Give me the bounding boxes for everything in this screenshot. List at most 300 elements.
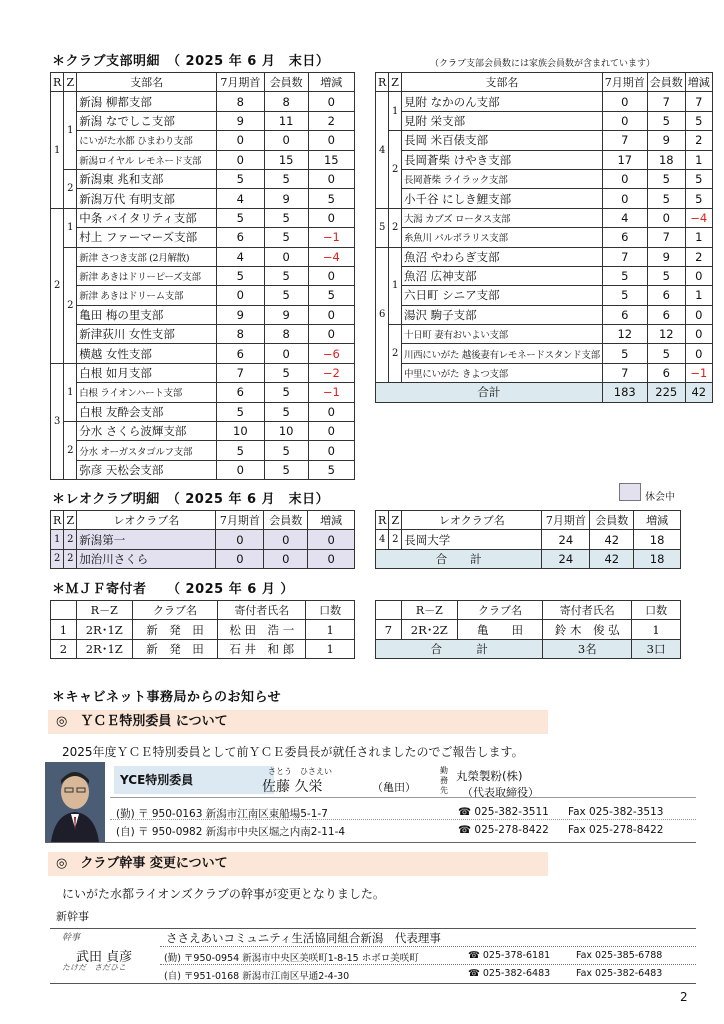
table-row: [51, 92, 355, 111]
change-cell: 0: [685, 325, 712, 344]
yce-work-addr: (勤) 〒 950-0163 新潟市江南区東船場5-1-7: [116, 808, 328, 820]
inactive-legend-swatch: [619, 483, 641, 501]
branch-name-cell: 小千谷 にしき鯉支部: [401, 189, 602, 208]
table-row: [376, 530, 681, 549]
mjf-total-units: 3口: [632, 639, 681, 658]
start-count-cell: 12: [602, 325, 647, 344]
col-start: 7月期首: [542, 511, 590, 530]
col-change: 増減: [685, 73, 712, 92]
branch-name-cell: 長岡 米百俵支部: [401, 131, 602, 150]
zone-cell: 1: [64, 92, 77, 170]
col-r: R: [376, 73, 389, 92]
member-count-cell: 5: [264, 402, 308, 421]
start-count-cell: 6: [216, 228, 264, 247]
branch-name-cell: 湯沢 駒子支部: [401, 305, 602, 324]
branch-name-cell: 魚沼 広神支部: [401, 266, 602, 285]
member-count-cell: 0: [264, 530, 308, 549]
col-z: Z: [389, 73, 402, 92]
col-z: Z: [389, 511, 402, 530]
member-count-cell: 5: [647, 189, 685, 208]
yce-work-tel: ☎ 025-382-3511: [458, 806, 549, 818]
col-units: 口数: [306, 601, 355, 620]
col-name: レオクラブ名: [77, 511, 216, 530]
table-row: [376, 208, 713, 227]
member-count-cell: 5: [264, 441, 308, 460]
col-units: 口数: [632, 601, 681, 620]
yce-home-fax: Fax 025-278-8422: [568, 824, 664, 836]
yce-text: 2025年度ＹＣＥ特別委員として前ＹＣＥ委員長が就任されましたのでご報告します。: [62, 745, 524, 759]
branch-name-cell: 見附 栄支部: [401, 111, 602, 130]
table-row: [376, 620, 681, 639]
secretary-work-fax: Fax 025-385-6788: [576, 950, 663, 961]
start-count-cell: 9: [216, 305, 264, 324]
col-start: 7月期首: [602, 73, 647, 92]
col-z: Z: [64, 73, 77, 92]
start-count-cell: 5: [216, 208, 264, 227]
branch-name-cell: 白根 如月支部: [77, 363, 217, 382]
member-count-cell: 5: [264, 286, 308, 305]
member-count-cell: 5: [647, 344, 685, 363]
change-cell: 18: [634, 530, 681, 549]
region-cell: 6: [376, 247, 389, 383]
member-count-cell: 9: [647, 247, 685, 266]
start-count-cell: 0: [602, 111, 647, 130]
branch-name-cell: 亀田 梅の里支部: [77, 305, 217, 324]
page-number: 2: [680, 990, 688, 1004]
member-count-cell: 5: [264, 363, 308, 382]
zone-cell: 2: [64, 247, 77, 363]
secretary-org: ささえあいコミュニティ生活協同組合新潟 代表理事: [166, 931, 441, 945]
change-cell: 1: [685, 228, 712, 247]
table-row: [51, 247, 355, 266]
start-count-cell: 6: [216, 383, 264, 402]
change-cell: 0: [308, 92, 354, 111]
start-count-cell: 0: [216, 530, 264, 549]
start-count-cell: 5: [602, 344, 647, 363]
donor-name-cell: 石 井 和 郎: [218, 639, 306, 658]
branch-name-cell: 六日町 シニア支部: [401, 286, 602, 305]
branch-name-cell: 魚沼 やわらぎ支部: [401, 247, 602, 266]
zone-cell: 2: [389, 131, 402, 209]
table-row: [376, 169, 713, 188]
table-row: [51, 305, 355, 324]
leo-total-start: 24: [542, 549, 590, 568]
branch-name-cell: 新津 さつき支部 (2月解散): [77, 247, 217, 266]
table-row: [376, 305, 713, 324]
col-name: 支部名: [77, 73, 217, 92]
yce-card-bottom: [45, 842, 696, 843]
table-row: [51, 266, 355, 285]
table-row: [51, 228, 355, 247]
table-row: [51, 363, 355, 382]
start-count-cell: 5: [602, 286, 647, 305]
start-count-cell: 5: [602, 266, 647, 285]
table-row: [376, 325, 713, 344]
change-cell: −1: [685, 363, 712, 382]
change-cell: 2: [308, 111, 354, 130]
table-row: [51, 150, 355, 169]
table-row: [51, 325, 355, 344]
table-row: [51, 189, 355, 208]
change-cell: 0: [308, 441, 354, 460]
start-count-cell: 7: [602, 363, 647, 382]
member-count-cell: 5: [647, 266, 685, 285]
club-section-note: （クラブ支部会員数には家族会員数が含まれています）: [430, 59, 656, 69]
table-row: [376, 228, 713, 247]
region-cell: 4: [376, 92, 389, 208]
change-cell: 0: [308, 131, 354, 150]
yce-divider-2: [110, 819, 696, 820]
leo-total-members: 42: [590, 549, 634, 568]
member-count-cell: 5: [264, 228, 308, 247]
member-count-cell: 5: [264, 266, 308, 285]
zone-cell: 2: [64, 549, 77, 568]
member-count-cell: 11: [264, 111, 308, 130]
col-r: R: [376, 511, 389, 530]
start-count-cell: 0: [216, 549, 264, 568]
col-rz: R－Z: [76, 601, 132, 620]
member-count-cell: 6: [647, 363, 685, 382]
change-cell: 5: [308, 189, 354, 208]
member-count-cell: 0: [264, 344, 308, 363]
branch-name-cell: 糸魚川 パルポラリス支部: [401, 228, 602, 247]
col-start: 7月期首: [216, 73, 264, 92]
branch-name-cell: 中里にいがた きよつ支部: [401, 363, 602, 382]
member-count-cell: 6: [647, 286, 685, 305]
branch-name-cell: 十日町 妻有おいよい支部: [401, 325, 602, 344]
rz-cell: 2R･1Z: [76, 639, 132, 658]
start-count-cell: 0: [602, 92, 647, 111]
secretary-text: にいがた水都ライオンズクラブの幹事が変更となりました。: [62, 887, 385, 901]
change-cell: −4: [685, 208, 712, 227]
secretary-home-fax: Fax 025-382-6483: [576, 968, 663, 979]
branch-name-cell: 白根 ライオンハート支部: [77, 383, 217, 402]
region-cell: 3: [51, 363, 64, 479]
secretary-card-top: [50, 928, 696, 929]
col-members: 会員数: [647, 73, 685, 92]
member-count-cell: 12: [647, 325, 685, 344]
change-cell: 0: [308, 169, 354, 188]
yce-position: （代表取締役）: [462, 786, 539, 799]
change-cell: −6: [308, 344, 354, 363]
start-count-cell: 7: [216, 363, 264, 382]
change-cell: 5: [308, 460, 354, 479]
member-count-cell: 5: [264, 169, 308, 188]
mjf-left-table: [50, 600, 355, 659]
change-cell: 0: [308, 530, 355, 549]
zone-cell: 1: [389, 92, 402, 131]
start-count-cell: 6: [602, 228, 647, 247]
change-cell: 0: [308, 402, 354, 421]
start-count-cell: 0: [216, 460, 264, 479]
inactive-legend-label: 休会中: [645, 492, 675, 503]
yce-company: 丸榮製粉(株): [456, 769, 523, 783]
club-section-title: ＊クラブ支部明細 （ 2025 年 6 月 末日）: [52, 54, 330, 69]
yce-furigana: さとう ひさえい: [268, 767, 332, 776]
zone-cell: 2: [64, 169, 77, 208]
yce-club: （亀田）: [372, 781, 416, 794]
branch-name-cell: 新潟東 兆和支部: [77, 169, 217, 188]
start-count-cell: 24: [542, 530, 590, 549]
table-row: [51, 441, 355, 460]
change-cell: 2: [685, 131, 712, 150]
change-cell: 0: [308, 266, 354, 285]
member-count-cell: 5: [647, 169, 685, 188]
portrait-image: [45, 762, 105, 842]
member-count-cell: 8: [264, 325, 308, 344]
start-count-cell: 5: [216, 266, 264, 285]
branch-name-cell: にいがた水都 ひまわり支部: [77, 131, 217, 150]
change-cell: 1: [685, 150, 712, 169]
col-members: 会員数: [264, 73, 308, 92]
leo-total-label: 合 計: [376, 549, 542, 568]
member-count-cell: 0: [264, 549, 308, 568]
region-cell: 4: [376, 530, 389, 549]
branch-name-cell: 横越 女性支部: [77, 344, 217, 363]
club-total-members: 225: [647, 383, 685, 402]
mjf-section-title: ＊ＭＪＦ寄付者 （ 2025 年 6 月 ）: [52, 582, 294, 597]
table-row: [376, 363, 713, 382]
mjf-total-people: 3名: [543, 639, 632, 658]
branch-name-cell: 新潟 なでしこ支部: [77, 111, 217, 130]
rz-cell: 2R･2Z: [401, 620, 457, 639]
table-row: [51, 549, 355, 568]
secretary-banner: ◎ クラブ幹事 変更について: [48, 852, 548, 876]
table-row: [376, 344, 713, 363]
table-row: [376, 92, 713, 111]
units-cell: 1: [306, 639, 355, 658]
yce-home-tel: ☎ 025-278-8422: [458, 824, 549, 836]
member-count-cell: 0: [264, 131, 308, 150]
yce-divider: [110, 797, 696, 798]
change-cell: 7: [685, 92, 712, 111]
member-count-cell: 6: [647, 305, 685, 324]
branch-name-cell: 長岡大学: [402, 530, 542, 549]
club-right-table: [375, 72, 713, 403]
region-cell: 2: [51, 549, 64, 568]
row-number-cell: 7: [376, 620, 402, 639]
table-row: [51, 402, 355, 421]
member-count-cell: 5: [647, 111, 685, 130]
branch-name-cell: 新津 あきはドリーピーズ支部: [77, 266, 217, 285]
secretary-divider-2: [160, 964, 696, 965]
cabinet-section-title: ＊キャビネット事務局からのお知らせ: [52, 690, 282, 705]
change-cell: 5: [685, 169, 712, 188]
zone-cell: 2: [389, 208, 402, 247]
col-donor: 寄付者氏名: [218, 601, 306, 620]
start-count-cell: 4: [216, 189, 264, 208]
col-club: クラブ名: [457, 601, 543, 620]
zone-cell: 2: [389, 325, 402, 383]
table-row: [51, 344, 355, 363]
start-count-cell: 9: [216, 111, 264, 130]
club-name-cell: 新 発 田: [132, 620, 218, 639]
branch-name-cell: 長岡蒼柴 けやき支部: [401, 150, 602, 169]
donor-name-cell: 松 田 浩 一: [218, 620, 306, 639]
table-row: [376, 150, 713, 169]
col-members: 会員数: [264, 511, 308, 530]
change-cell: 0: [685, 305, 712, 324]
col-name: レオクラブ名: [402, 511, 542, 530]
secretary-furigana: たけだ さだひこ: [62, 963, 126, 972]
branch-name-cell: 中条 バイタリティ支部: [77, 208, 217, 227]
zone-cell: 1: [389, 247, 402, 325]
table-row: [51, 530, 355, 549]
region-cell: 1: [51, 92, 64, 208]
secretary-work-tel: ☎ 025-378-6181: [468, 950, 551, 961]
branch-name-cell: 川西にいがた 越後妻有レモネードスタンド支部: [401, 344, 602, 363]
secretary-work-addr: (勤) 〒950-0954 新潟市中央区美咲町1-8-15 ホボロ美咲町: [164, 953, 419, 964]
change-cell: 5: [308, 286, 354, 305]
change-cell: 5: [685, 111, 712, 130]
member-count-cell: 7: [647, 228, 685, 247]
start-count-cell: 6: [216, 344, 264, 363]
table-row: [376, 189, 713, 208]
zone-cell: 2: [64, 422, 77, 480]
change-cell: 1: [685, 286, 712, 305]
start-count-cell: 10: [216, 422, 264, 441]
start-count-cell: 8: [216, 92, 264, 111]
start-count-cell: 6: [602, 305, 647, 324]
change-cell: −1: [308, 383, 354, 402]
branch-name-cell: 村上 ファーマーズ支部: [77, 228, 217, 247]
col-change: 増減: [308, 511, 355, 530]
table-row: [51, 639, 355, 658]
table-row: [376, 286, 713, 305]
member-count-cell: 0: [264, 247, 308, 266]
change-cell: 0: [308, 549, 355, 568]
col-change: 増減: [634, 511, 681, 530]
yce-work-fax: Fax 025-382-3513: [568, 806, 664, 818]
start-count-cell: 4: [216, 247, 264, 266]
secretary-role: 幹事: [62, 933, 81, 943]
change-cell: 0: [685, 266, 712, 285]
table-row: [51, 169, 355, 188]
member-count-cell: 7: [647, 92, 685, 111]
member-count-cell: 15: [264, 150, 308, 169]
yce-role: YCE特別委員: [114, 766, 274, 794]
secretary-name: 武田 貞彦: [76, 950, 133, 965]
mjf-right-table: [375, 600, 681, 659]
start-count-cell: 5: [216, 402, 264, 421]
yce-name: 佐藤 久栄: [262, 779, 323, 795]
start-count-cell: 0: [216, 150, 264, 169]
change-cell: 0: [685, 344, 712, 363]
member-count-cell: 42: [590, 530, 634, 549]
member-count-cell: 5: [264, 208, 308, 227]
table-row: [51, 111, 355, 130]
table-row: [51, 460, 355, 479]
member-count-cell: 18: [647, 150, 685, 169]
branch-name-cell: 新潟 柳都支部: [77, 92, 217, 111]
secretary-home-tel: ☎ 025-382-6483: [468, 968, 551, 979]
units-cell: 1: [306, 620, 355, 639]
units-cell: 1: [632, 620, 681, 639]
col-donor: 寄付者氏名: [543, 601, 632, 620]
club-total-change: 42: [685, 383, 712, 402]
leo-total-change: 18: [634, 549, 681, 568]
branch-name-cell: 見附 なかのん支部: [401, 92, 602, 111]
start-count-cell: 7: [602, 247, 647, 266]
yce-photo: [45, 762, 105, 842]
member-count-cell: 9: [264, 189, 308, 208]
secretary-divider: [160, 946, 696, 947]
col-start: 7月期首: [216, 511, 264, 530]
change-cell: 5: [685, 189, 712, 208]
rz-cell: 2R･1Z: [76, 620, 132, 639]
change-cell: 0: [308, 422, 354, 441]
branch-name-cell: 新潟第一: [77, 530, 216, 549]
col-z: Z: [64, 511, 77, 530]
yce-home-addr: (自) 〒 950-0982 新潟市中央区堀之内南2-11-4: [116, 826, 346, 838]
change-cell: 0: [308, 325, 354, 344]
region-cell: 1: [51, 530, 64, 549]
start-count-cell: 8: [216, 325, 264, 344]
zone-cell: 1: [64, 208, 77, 247]
start-count-cell: 4: [602, 208, 647, 227]
table-row: [376, 266, 713, 285]
table-row: [376, 247, 713, 266]
start-count-cell: 0: [602, 189, 647, 208]
table-row: [376, 111, 713, 130]
yce-banner: ◎ ＹＣＥ特別委員 について: [48, 710, 548, 734]
zone-cell: 2: [389, 530, 402, 549]
start-count-cell: 0: [602, 169, 647, 188]
leo-right-table: [375, 510, 681, 569]
club-name-cell: 亀 田: [457, 620, 543, 639]
zone-cell: 1: [64, 363, 77, 421]
start-count-cell: 0: [216, 286, 264, 305]
club-left-table: [50, 72, 355, 480]
start-count-cell: 7: [602, 131, 647, 150]
branch-name-cell: 大潟 カブズ ロータス支部: [401, 208, 602, 227]
club-name-cell: 新 発 田: [132, 639, 218, 658]
col-members: 会員数: [590, 511, 634, 530]
start-count-cell: 17: [602, 150, 647, 169]
table-row: [51, 208, 355, 227]
yce-work-label: 勤務先: [440, 766, 448, 795]
donor-name-cell: 鈴 木 俊 弘: [543, 620, 632, 639]
col-r: R: [51, 73, 64, 92]
table-row: [51, 620, 355, 639]
zone-cell: 2: [64, 530, 77, 549]
mjf-total-label: 合 計: [376, 639, 543, 658]
leo-section-title: ＊レオクラブ明細 （ 2025 年 6 月 末日）: [52, 492, 330, 507]
branch-name-cell: 長岡蒼柴 ライラック支部: [401, 169, 602, 188]
secretary-home-addr: (自) 〒951-0168 新潟市江南区早通2-4-30: [164, 971, 350, 982]
table-row: [376, 131, 713, 150]
change-cell: 0: [308, 305, 354, 324]
branch-name-cell: 分水 オーガスタゴルフ支部: [77, 441, 217, 460]
start-count-cell: 5: [216, 169, 264, 188]
change-cell: −1: [308, 228, 354, 247]
change-cell: 15: [308, 150, 354, 169]
region-cell: 2: [51, 208, 64, 363]
start-count-cell: 5: [216, 441, 264, 460]
region-cell: 5: [376, 208, 389, 247]
branch-name-cell: 加治川さくら: [77, 549, 216, 568]
change-cell: −2: [308, 363, 354, 382]
col-r: R: [51, 511, 64, 530]
branch-name-cell: 新潟ロイヤル レモネード支部: [77, 150, 217, 169]
member-count-cell: 8: [264, 92, 308, 111]
branch-name-cell: 分水 さくら波輝支部: [77, 422, 217, 441]
member-count-cell: 5: [264, 383, 308, 402]
change-cell: 2: [685, 247, 712, 266]
member-count-cell: 9: [647, 131, 685, 150]
member-count-cell: 5: [264, 460, 308, 479]
table-row: [51, 383, 355, 402]
